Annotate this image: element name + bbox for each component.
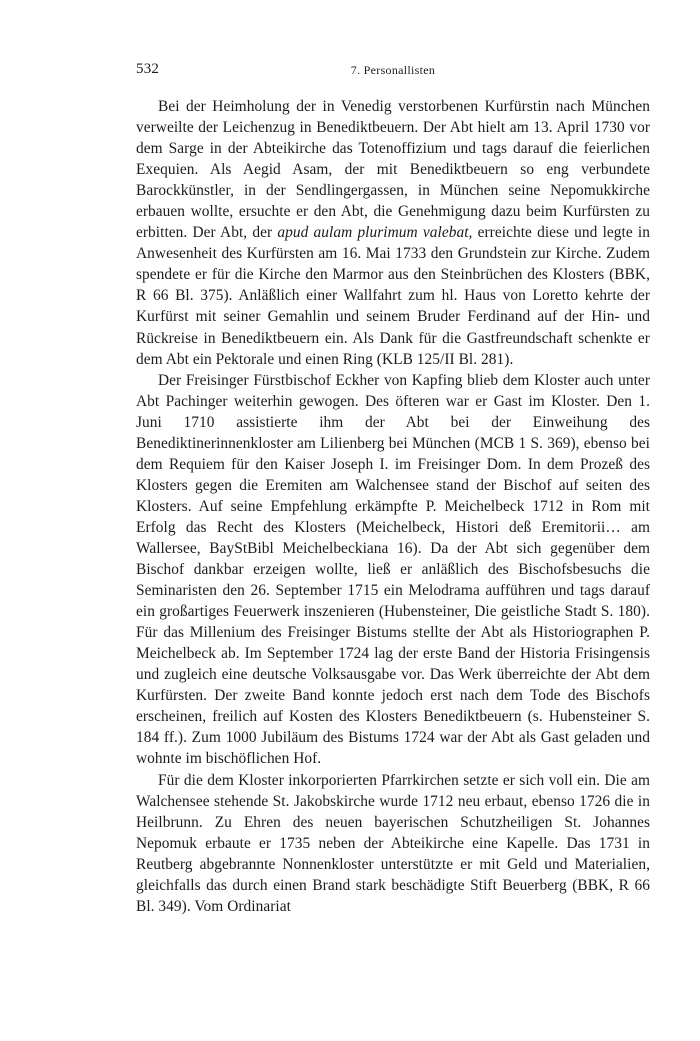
- paragraph: [136, 96, 650, 370]
- body-text: [136, 96, 650, 917]
- text-run: Für die dem Kloster inkorporierten Pfarrkirchen setzte er sich voll ein. Die am Walchensee stehende St. Jakobskirche wurde 1712 neu erbaut, ebenso 1726 die in Heilbrunn. Zu Ehren des neuen bayerischen Schutzheiligen St. Johannes Nepomuk erbaute er 1735 neben der Abteikirche eine Kapelle. Das 1731 in Reutberg abgebrannte Nonnenkloster unterstützte er mit Geld und Materialien, gleichfalls das durch einen Brand stark beschädigte Stift Beuerberg (BBK, R 66 Bl. 349). Vom Ordinariat: [136, 771, 650, 915]
- running-head: 7. Personallisten: [350, 63, 436, 77]
- page-number: 532: [136, 61, 160, 77]
- latin-phrase: apud aulam plurimum valebat,: [277, 224, 473, 242]
- text-run: Bei der Heimholung der in Venedig verstorbenen Kurfürstin nach München verweilte der Leichenzug in Benediktbeuern. Der Abt hielt am 13. April 1730 vor dem Sarge in der Abteikirche das Totenoffizium und tags darauf die feierlichen Exequien. Als Aegid Asam, der mit Benediktbeuern so eng verbundete Barockkünstler, in der Sendlingergassen, in München seine Nepomukkirche erbauen wollte, ersuchte er den Abt, die Genehmigung dazu beim Kurfürsten zu erbitten. Der Abt, der: [136, 98, 650, 242]
- text-run: erreichte diese und legte in Anwesenheit des Kurfürsten am 16. Mai 1733 den Grundstein zur Kirche. Zudem spendete er für die Kirche den Marmor aus den Steinbrüchen des Klosters (BBK, R 66 Bl. 375). Anläßlich einer Wallfahrt zum hl. Haus von Loretto kehrte der Kurfürst mit seiner Gemahlin und seinem Bruder Ferdinand auf der Hin- und Rückreise in Benediktbeuern ein. Als Dank für die Gastfreundschaft schenkte er dem Abt ein Pektorale und einen Ring (KLB 125/II Bl. 281).: [136, 224, 650, 368]
- paragraph: [136, 770, 650, 917]
- text-run: Der Freisinger Fürstbischof Eckher von Kapfing blieb dem Kloster auch unter Abt Pachinger weiterhin gewogen. Des öfteren war er Gast im Kloster. Den 1. Juni 1710 assistierte ihm der Abt bei der Einweihung des Benediktinerinnenkloster am Lilienberg bei München (MCB 1 S. 369), ebenso bei dem Requiem für den Kaiser Joseph I. im Freisinger Dom. In dem Prozeß des Klosters gegen die Eremiten am Walchensee stand der Bischof auf seiten des Klosters. Auf seine Empfehlung erkämpfte P. Meichelbeck 1712 in Rom mit Erfolg das Recht des Klosters (Meichelbeck, Histori deß Eremitorii… am Wallersee, BayStBibl Meichelbeckiana 16). Da der Abt sich gegenüber dem Bischof dankbar erzeigen wollte, ließ er anläßlich des Bischofsbesuchs die Seminaristen den 26. September 1715 ein Melodrama aufführen und tags darauf ein großartiges Feuerwerk inszenieren (Hubensteiner, Die geistliche Stadt S. 180). Für das Millenium des Freisinger Bistums stellte der Abt als Historiographen P. Meichelbeck ab. Im September 1724 lag der erste Band der Historia Frisingensis und zugleich eine deutsche Volksausgabe vor. Das Werk überreichte der Abt dem Kurfürsten. Der zweite Band konnte jedoch erst nach dem Tode des Bischofs erscheinen, freilich auf Kosten des Klosters Benediktbeuern (s. Hubensteiner S. 184 ff.). Zum 1000 Jubiläum des Bistums 1724 war der Abt als Gast geladen und wohnte im bischöflichen Hof.: [136, 371, 650, 768]
- paragraph: [136, 370, 650, 770]
- page-header: [136, 61, 650, 83]
